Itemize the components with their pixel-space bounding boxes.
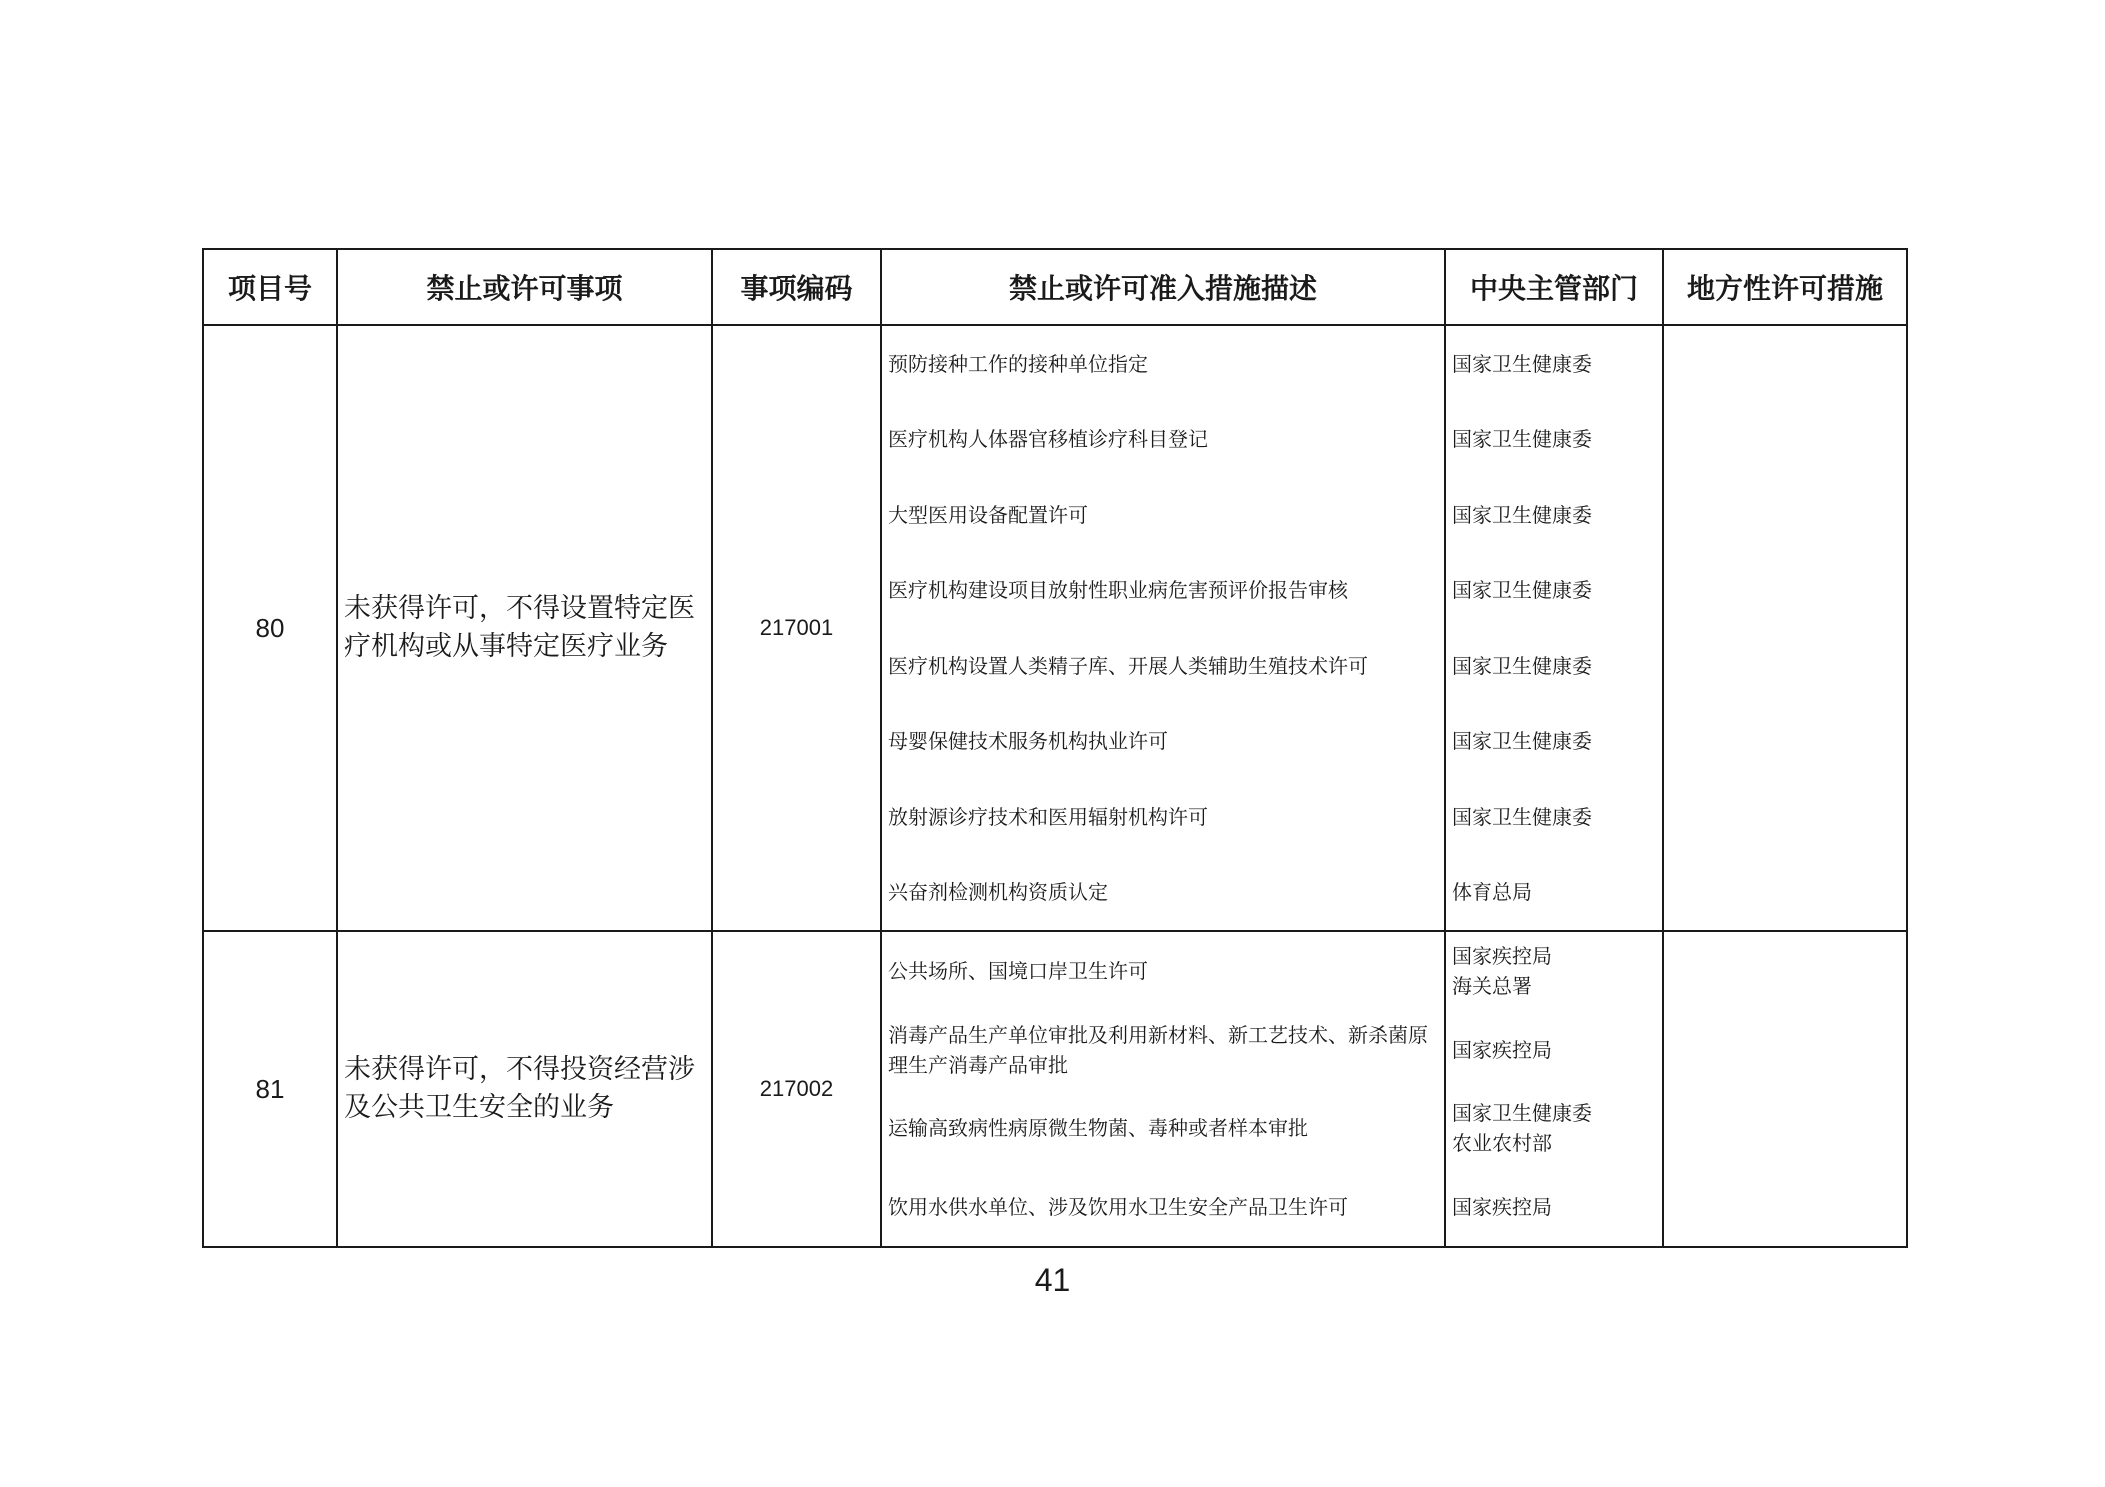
permit-item: 未获得许可，不得投资经营涉及公共卫生安全的业务 bbox=[337, 931, 712, 1247]
measure-text: 医疗机构人体器官移植诊疗科目登记 bbox=[888, 427, 1208, 452]
measure-list bbox=[882, 326, 1444, 930]
page-number: 41 bbox=[1034, 1262, 1071, 1298]
measure-text: 放射源诊疗技术和医用辐射机构许可 bbox=[888, 804, 1208, 829]
measure-description bbox=[882, 1011, 1444, 1090]
measure-text: 饮用水供水单位、涉及饮用水卫生安全产品卫生许可 bbox=[888, 1194, 1348, 1219]
central-department bbox=[1446, 1089, 1662, 1168]
measure-text: 运输高致病性病原微生物菌、毒种或者样本审批 bbox=[888, 1116, 1308, 1141]
measure-text: 公共场所、国境口岸卫生许可 bbox=[888, 959, 1148, 984]
table-row bbox=[203, 931, 1907, 1247]
item-code: 217002 bbox=[712, 931, 881, 1247]
measure-text: 消毒产品生产单位审批及利用新材料、新工艺技术、新杀菌原理生产消毒产品审批 bbox=[888, 1022, 1428, 1077]
header-item-number: 项目号 bbox=[203, 249, 337, 325]
central-department bbox=[1446, 402, 1662, 478]
department-text: 国家卫生健康委 农业农村部 bbox=[1452, 1101, 1592, 1156]
header-permit-item: 禁止或许可事项 bbox=[337, 249, 712, 325]
department-cell bbox=[1445, 325, 1663, 931]
department-text: 国家疾控局 bbox=[1452, 1037, 1552, 1062]
header-measure-description: 禁止或许可准入措施描述 bbox=[881, 249, 1445, 325]
department-text: 国家卫生健康委 bbox=[1452, 502, 1592, 527]
measure-text: 医疗机构建设项目放射性职业病危害预评价报告审核 bbox=[888, 578, 1348, 603]
department-cell bbox=[1445, 931, 1663, 1247]
department-text: 国家卫生健康委 bbox=[1452, 804, 1592, 829]
department-text: 国家疾控局 bbox=[1452, 1194, 1552, 1219]
table-header-row bbox=[203, 249, 1907, 325]
department-list bbox=[1446, 326, 1662, 930]
measure-description bbox=[882, 932, 1444, 1011]
central-department bbox=[1446, 553, 1662, 629]
department-text: 国家卫生健康委 bbox=[1452, 578, 1592, 603]
measure-description-cell bbox=[881, 325, 1445, 931]
permit-item: 未获得许可，不得设置特定医疗机构或从事特定医疗业务 bbox=[337, 325, 712, 931]
measure-text: 母婴保健技术服务机构执业许可 bbox=[888, 729, 1168, 754]
header-item-code: 事项编码 bbox=[712, 249, 881, 325]
measure-description-cell bbox=[881, 931, 1445, 1247]
measure-list bbox=[882, 932, 1444, 1246]
item-code: 217001 bbox=[712, 325, 881, 931]
header-local-measures: 地方性许可措施 bbox=[1663, 249, 1907, 325]
item-number: 80 bbox=[203, 325, 337, 931]
central-department bbox=[1446, 932, 1662, 1011]
department-text: 国家卫生健康委 bbox=[1452, 351, 1592, 376]
measure-description bbox=[882, 704, 1444, 780]
central-department bbox=[1446, 628, 1662, 704]
measure-description bbox=[882, 855, 1444, 931]
measure-text: 大型医用设备配置许可 bbox=[888, 502, 1088, 527]
department-text: 国家卫生健康委 bbox=[1452, 653, 1592, 678]
item-number: 81 bbox=[203, 931, 337, 1247]
measure-description bbox=[882, 553, 1444, 629]
department-text: 国家卫生健康委 bbox=[1452, 729, 1592, 754]
header-central-department: 中央主管部门 bbox=[1445, 249, 1663, 325]
measure-text: 兴奋剂检测机构资质认定 bbox=[888, 880, 1108, 905]
central-department bbox=[1446, 326, 1662, 402]
department-text: 国家疾控局 海关总署 bbox=[1452, 944, 1552, 999]
measure-description bbox=[882, 1168, 1444, 1247]
department-text: 国家卫生健康委 bbox=[1452, 427, 1592, 452]
measure-text: 医疗机构设置人类精子库、开展人类辅助生殖技术许可 bbox=[888, 653, 1368, 678]
table-row bbox=[203, 325, 1907, 931]
central-department bbox=[1446, 1168, 1662, 1247]
measure-description bbox=[882, 326, 1444, 402]
measure-description bbox=[882, 402, 1444, 478]
measure-description bbox=[882, 1089, 1444, 1168]
local-measures bbox=[1663, 325, 1907, 931]
measure-text: 预防接种工作的接种单位指定 bbox=[888, 351, 1148, 376]
central-department bbox=[1446, 704, 1662, 780]
central-department bbox=[1446, 779, 1662, 855]
local-measures bbox=[1663, 931, 1907, 1247]
central-department bbox=[1446, 855, 1662, 931]
measure-description bbox=[882, 779, 1444, 855]
measure-description bbox=[882, 628, 1444, 704]
central-department bbox=[1446, 477, 1662, 553]
central-department bbox=[1446, 1011, 1662, 1090]
permit-table bbox=[202, 248, 1908, 1248]
department-list bbox=[1446, 932, 1662, 1246]
department-text: 体育总局 bbox=[1452, 880, 1532, 905]
measure-description bbox=[882, 477, 1444, 553]
